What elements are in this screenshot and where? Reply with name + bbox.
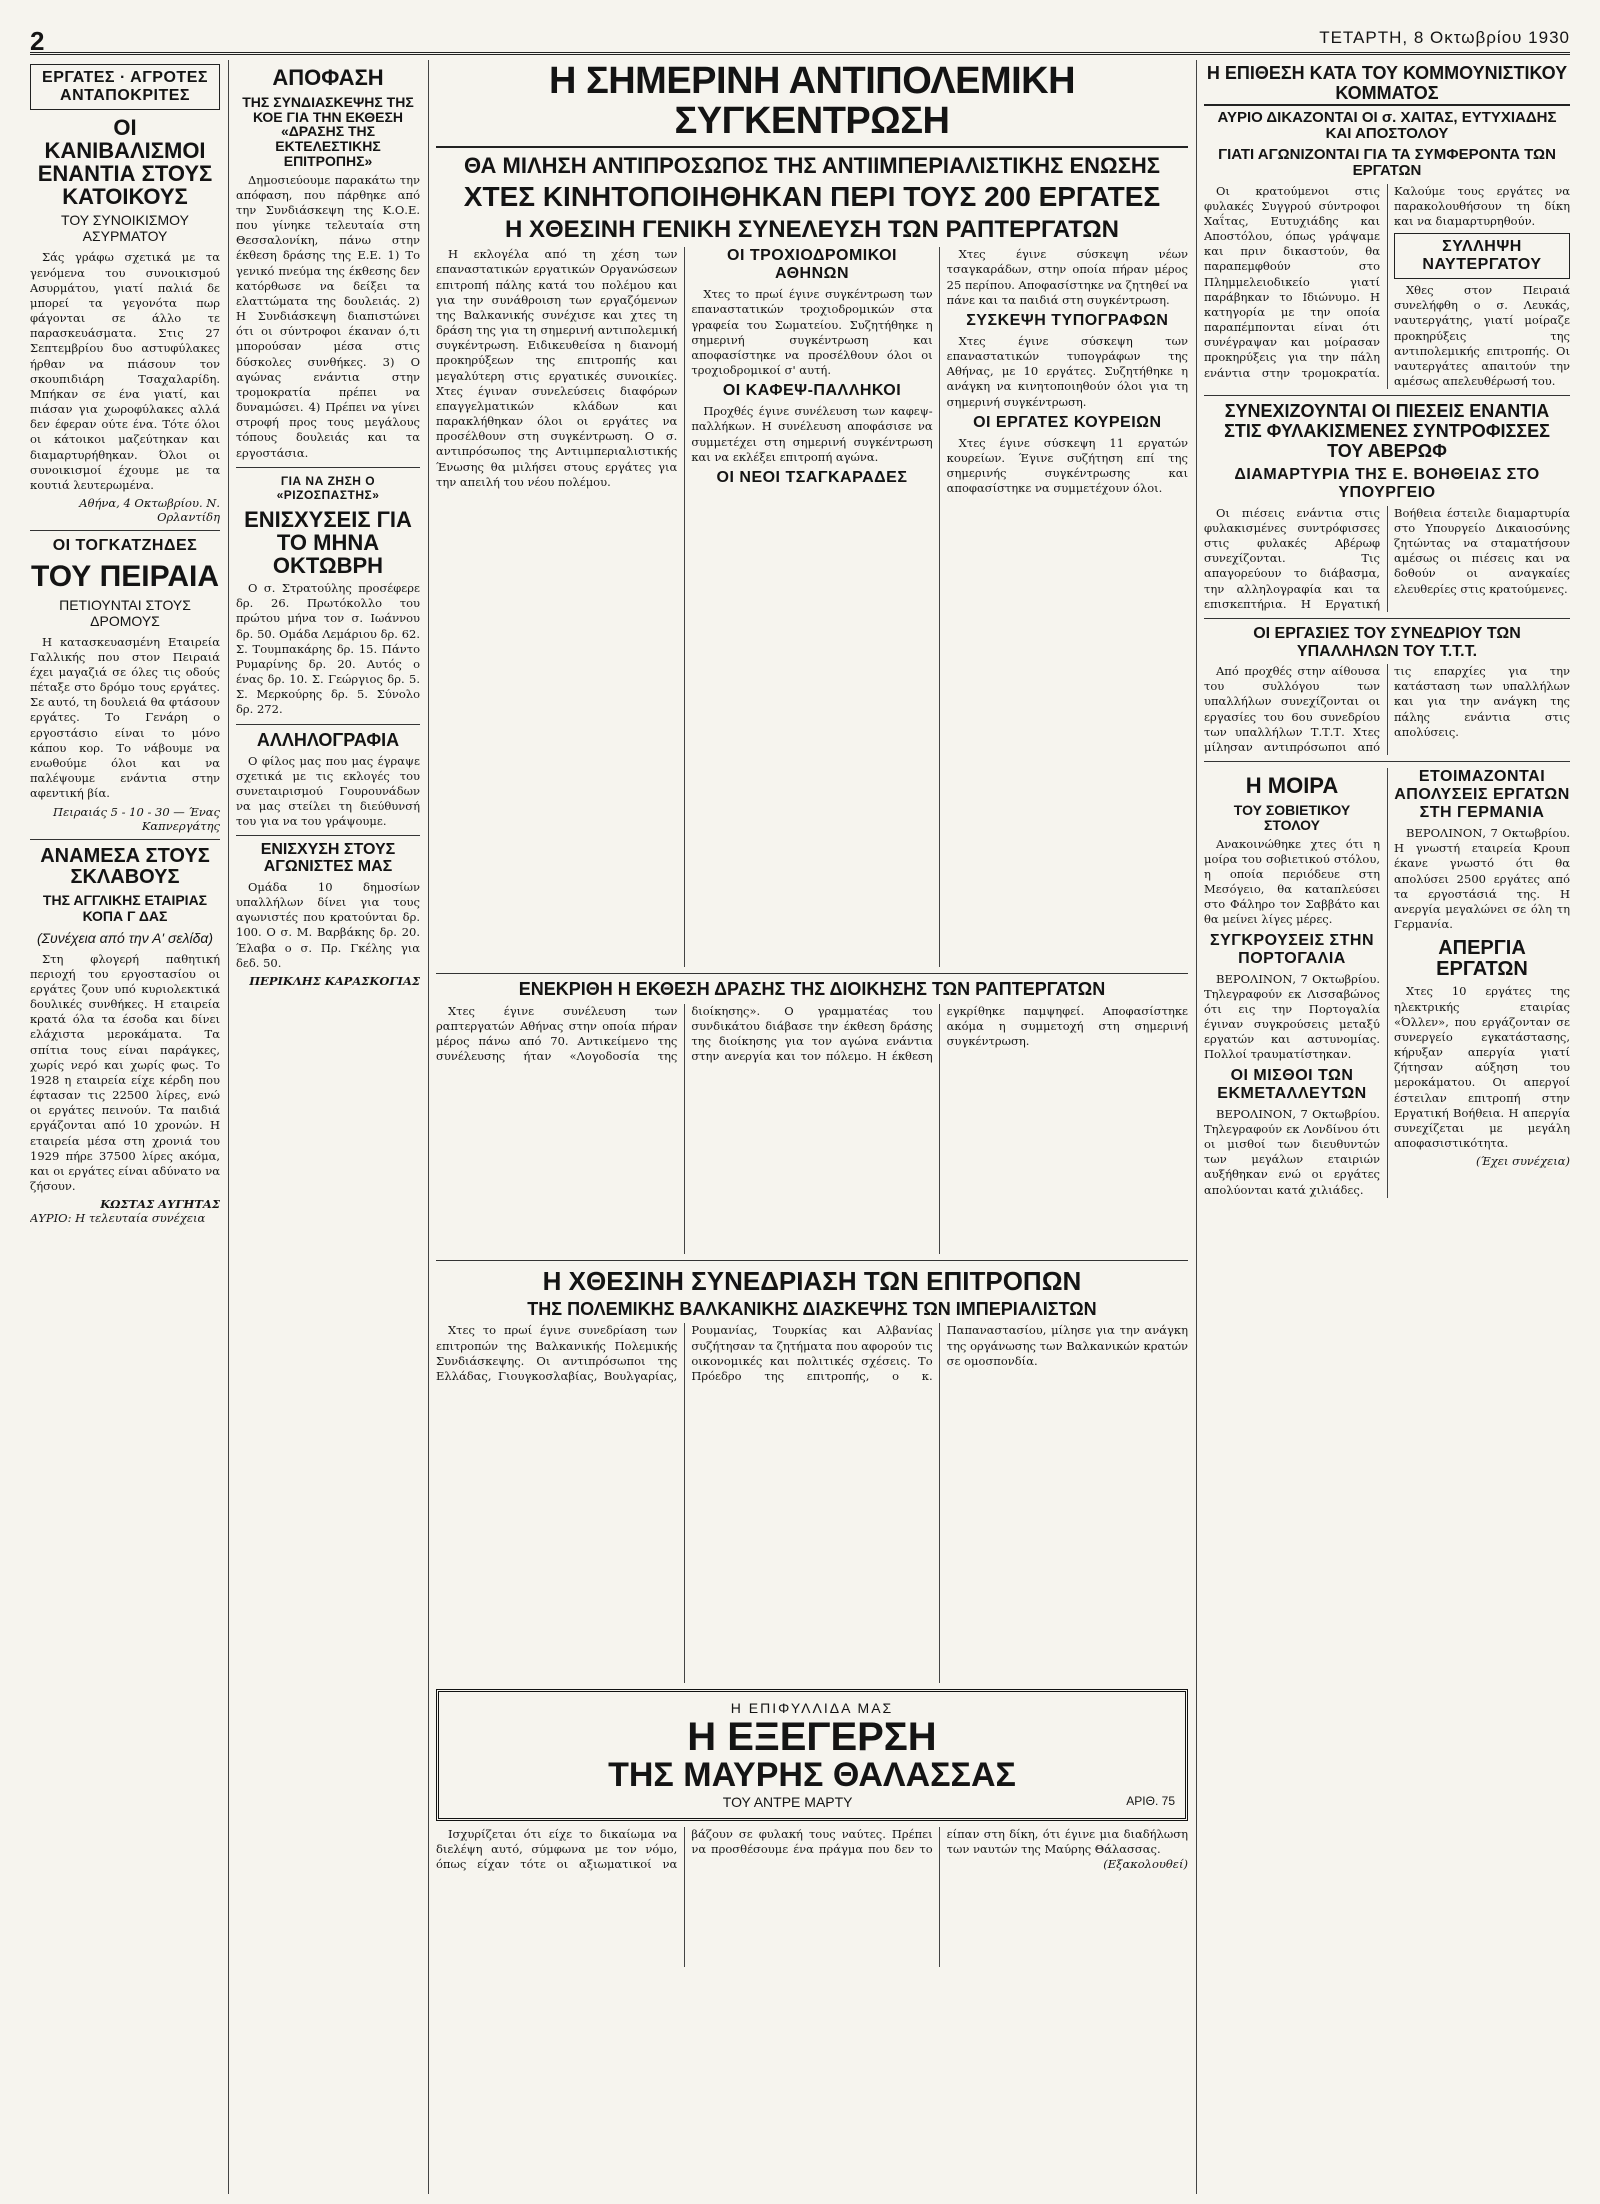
headline-fleet: Η ΜΟΙΡΑ	[1245, 773, 1339, 799]
story-support: Ομάδα 10 δημοσίων υπαλλήλων δίνει για τους αγωνιστές που κρατούνται δρ. 100. Ο σ. Μ. Βαρβάκης δρ. 20. Έλαβα ο σ. Πρ. Γκέλης για δεδ. 50.	[236, 879, 420, 970]
subhead-arrest: ΣΥΛΛΗΨΗ ΝΑΥΤΕΡΓΑΤΟΥ	[1394, 233, 1570, 279]
story-arrest: Χθες στον Πειραιά συνελήφθη ο σ. Λευκάς, ναυτεργάτης, γιατί μοίραζε προκηρύξεις της αντιπολεμικής επιτροπής. Οι ναυτεργάτες απαιτούν την αμέσως απελευθέρωσή του.	[1394, 283, 1570, 389]
headline-decision: ΑΠΟΦΑΣΗ	[272, 65, 384, 90]
subhead-trial-why: ΓΙΑΤΙ ΑΓΩΝΙΖΟΝΤΑΙ ΓΙΑ ΤΑ ΣΥΜΦΕΡΟΝΤΑ ΤΩΝ ΕΡΓΑΤΩΝ	[1218, 145, 1556, 180]
story-typographers: Χτες έγινε σύσκεψη των επαναστατικών τυπογράφων της Αθήνας, με 10 εργάτες. Συζητήθηκε η ανάγκη να κινητοποιηθούν όλοι για τη σημερινή συγκέντρωση.	[946, 333, 1188, 409]
averof-article	[1204, 506, 1570, 612]
subhead-speaker: ΘΑ ΜΙΛΗΣΗ ΑΝΤΙΠΡΟΣΩΠΟΣ ΤΗΣ ΑΝΤΙΙΜΠΕΡΙΑΛΙΣΤΙΚΗΣ ΕΝΩΣΗΣ	[463, 152, 1160, 178]
headline-piraeus: ΤΟΥ ΠΕΙΡΑΙΑ	[30, 560, 220, 594]
main-banner: Η ΣΗΜΕΡΙΝΗ ΑΝΤΙΠΟΛΕΜΙΚΗ ΣΥΓΚΕΝΤΡΩΣΗ	[436, 62, 1188, 148]
story-decision: Δημοσιεύουμε παρακάτω την απόφαση, που πάρθηκε από την Συνδιάσκεψη της Κ.Ο.Ε. που γίνηκε τελευταία στη Θεσσαλονίκη, πάνω στην έκθεση δράσης της Ε.Ε. 1) Το γενικό πνεύμα της έκθεσης δεν κατόρθωσε να δείξει τα ελαττώματα της δουλειάς. 2) Η Συνδιάσκεψη διαπιστώνει ότι οι σύντροφοι έκαναν ό,τι μπορούσαν μέσα στις δύσκολες συνθήκες. 3) Ο αγώνας ενάντια στην τρομοκρατία πρέπει να δυναμώσει. 4) Πρέπει να γίνει στροφή προς τους μεγάλους τόπους δουλειάς και τα εργοστάσια.	[236, 172, 420, 460]
headline-correspondence: ΑΛΛΗΛΟΓΡΑΦΙΑ	[256, 729, 400, 750]
headline-committees: Η ΧΘΕΣΙΝΗ ΣΥΝΕΔΡΙΑΣΗ ΤΩΝ ΕΠΙΤΡΟΠΩΝ	[542, 1265, 1082, 1296]
headline-averof: ΣΥΝΕΧΙΖΟΥΝΤΑΙ ΟΙ ΠΙΕΣΕΙΣ ΕΝΑΝΤΙΑ ΣΤΙΣ ΦΥΛΑΚΙΣΜΕΝΕΣ ΣΥΝΤΡΟΦΙΣΣΕΣ ΤΟΥ ΑΒΕΡΩΦ	[1224, 401, 1550, 461]
deck-company: ΤΗΣ ΑΓΓΛΙΚΗΣ ΕΤΑΙΡΙΑΣ ΚΟΠΑ Γ ΔΑΣ	[42, 891, 208, 924]
column-2	[236, 60, 420, 2194]
serial-continues: (Εξακολουθεί)	[1103, 1857, 1188, 1872]
footer-name: ΠΕΡΙΚΛΗΣ ΚΑΡΑΣΚΟΓΙΑΣ	[249, 974, 420, 988]
serial-label: Η ΕΠΙΦΥΛΛΙΔΑ ΜΑΣ	[730, 1700, 894, 1717]
story-averof: Οι πιέσεις ενάντια στις φυλακισμένες συντρόφισσες στις φυλακές Αβέρωφ συνεχίζονται. Τις απαγορεύουν το διάβασμα, την αλληλογραφία και τα επισκεπτήρια. Η Εργατική Βοήθεια έστειλε διαμαρτυρία στο Υπουργείο Δικαιοσύνης ζητώντας να σταματήσουν αμέσως οι πιέσεις και να δοθούν οι αναγκαίες ελευθερίες στις κρατούμενες.	[1204, 505, 1570, 611]
page-number: 2	[30, 26, 45, 56]
subhead-assembly: Η ΧΘΕΣΙΝΗ ΓΕΝΙΚΗ ΣΥΝΕΛΕΥΣΗ ΤΩΝ ΡΑΠΤΕΡΓΑΤΩΝ	[504, 215, 1119, 243]
subhead-tram: ΟΙ ΤΡΟΧΙΟΔΡΟΜΙΚΟΙ ΑΘΗΝΩΝ	[727, 247, 897, 283]
deck-piraeus: ΠΕΤΙΟΥΝΤΑΙ ΣΤΟΥΣ ΔΡΟΜΟΥΣ	[59, 596, 191, 629]
right-block	[1204, 60, 1570, 2194]
story-slaves: Στη φλογερή παθητική περιοχή του εργοστασίου οι εργάτες ζουν υπό κυριολεκτικά δουλικές συνθήκες. Η εταιρεία κρατά όλα τα έσοδα και δίνει ελάχιστα μεροκάματα. Τα σπίτια τους είναι παράγκες, χωρίς νερό και χωρίς φως. Το 1928 η εταιρεία είχε κέρδη που έφτασαν τις 22500 λίρες, ενώ οι εργάτες πεινούν. Τα παιδιά εργάζονται από 10 χρονών. Η εταιρεία μέσα στη χρονιά του 1929 πήρε 37500 λίρες ακόμα, και οι εργάτες είναι αδύνατο να ζήσουν.	[30, 951, 220, 1194]
story-trial: Οι κρατούμενοι στις φυλακές Συγγρού σύντροφοι Χαΐτας, Ευτυχιάδης και Αποστόλου, όπως γράψαμε και πριν δικαστούν, θα παραπεμφθούν στο Πλημμελειοδικείο γιατί παράβηκαν το Ιδιώνυμο. Η κατηγορία με την οποία παραπέμπονται είναι ότι συνέγραψαν και μοίρασαν προκηρύξεις για την πάλη ενάντια στην τρομοκρατία. Καλούμε τους εργάτες να παρακολουθήσουν τη δίκη και να διαμαρτυρηθούν.	[1204, 183, 1570, 380]
column-1	[30, 60, 220, 2194]
headline-germany: ΕΤΟΙΜΑΖΟΝΤΑΙ ΑΠΟΛΥΣΕΙΣ ΕΡΓΑΤΩΝ ΣΤΗ ΓΕΡΜΑΝΙΑ	[1394, 768, 1570, 822]
kicker-togkatzides: ΟΙ ΤΟΓΚΑΤΖΗΔΕΣ	[52, 537, 198, 555]
committees-article	[436, 1323, 1188, 1683]
story-barbers: Χτες έγινε σύσκεψη 11 εργατών κουρείων. Έγινε συζήτηση επί της σημερινής συγκέντρωσης και αποφασίστηκε να συμμετέχουν όλοι.	[946, 435, 1188, 496]
issue-date: ΤΕΤΑΡΤΗ, 8 Οκτωβρίου 1930	[1319, 28, 1570, 47]
headline-support: ΕΝΙΣΧΥΣΗ ΣΤΟΥΣ ΑΓΩΝΙΣΤΕΣ ΜΑΣ	[260, 841, 396, 876]
subhead-typographers: ΣΥΣΚΕΨΗ ΤΥΠΟΓΡΑΦΩΝ	[966, 311, 1169, 329]
subhead-cafe: ΟΙ ΚΑΦΕΨ-ΠΑΛΛΗΚΟΙ	[722, 382, 902, 400]
tailors-article	[436, 1004, 1188, 1254]
masthead	[30, 28, 1570, 55]
story-asyrmatou: Σάς γράφω σχετικά με τα γενόμενα του συνοικισμού Ασυρμάτου, γιατί παλιά δε μπορεί τα γεγονότα πωρ φάγονται σε άλλο τε παρασκευάσματα. Στις 27 Σεπτεμβρίου δυο αστυφύλακες ήρθαν να πιάσουν τον σκουπιδιάρη Τσαχαλαρίδη. Μπήκαν σε ένα γιατί, και πιάσαν για χωροφύλακες αλλά δεν έφεραν ούτε ένα. Τότε όλοι οι κάτοικοι μαζεύτηκαν και διαμαρτυρήθηκαν. Όλοι οι συνοικισμοί έχουμε με τα κουτιά λευτερωμένα.	[30, 250, 220, 492]
story-correspondence: Ο φίλος μας που μας έγραψε σχετικά με τις εκλογές του συνεταιρισμού Γουρουνάδων να μας στείλει τη διεύθυνσή του για να του γράψουμε.	[236, 753, 420, 829]
headline-strike: ΑΠΕΡΓΙΑ ΕΡΓΑΤΩΝ	[1436, 937, 1528, 981]
subhead-shoemakers: ΟΙ ΝΕΟΙ ΤΣΑΓΚΑΡΑΔΕΣ	[716, 468, 908, 486]
story-fleet: Ανακοινώθηκε χτες ότι η μοίρα του σοβιετικού στόλου, η οποία περιόδευε στη Μεσόγειο, θα καταπλεύσει στο Φάληρο τον Σαββάτο και θα μείνει λίγες μέρες.	[1204, 836, 1380, 927]
deck-asyrmatou: ΤΟΥ ΣΥΝΟΙΚΙΣΜΟΥ ΑΣΥΡΜΑΤΟΥ	[61, 212, 189, 245]
story-donations: Ο σ. Στρατούλης προσέφερε δρ. 26. Πρωτόκολλο του πρώτου μήνα τον σ. Ιωάννου δρ. 50. Ομάδα Λεμάριου δρ. 62. Σ. Τουμπακάρης δρ. 15. Πάντο Ρυμαρίνης δρ. 20. Αυτός ο ένας δρ. 10. Σ. Γεώργιος δρ. 5. Σ. Μερκούρης δρ. 5. Σύνολο δρ. 272.	[236, 581, 420, 717]
strike-continues: (Έχει συνέχεια)	[1475, 1154, 1570, 1169]
story-salaries: ΒΕΡΟΛΙΝΟΝ, 7 Οκτωβρίου. Τηλεγραφούν εκ Λονδίνου ότι οι μισθοί των διευθυντών των μεγάλων εταιριών αυξήθηκαν ενώ οι εργάτες απολύονται κατά χιλιάδες.	[1204, 1106, 1380, 1197]
story-portugal: ΒΕΡΟΛΙΝΟΝ, 7 Οκτωβρίου. Τηλεγραφούν εκ Λισσαβώνος ότι εις την Πορτογαλία έγιναν συγκρούσεις μεταξύ εργατών και αστυνομίας. Πολλοί τραυματίστηκαν.	[1204, 971, 1380, 1062]
headline-cannibalism: ΟΙ ΚΑΝΙΒΑΛΙΣΜΟΙ ΕΝΑΝΤΙΑ ΣΤΟΥΣ ΚΑΤΟΙΚΟΥΣ	[37, 115, 213, 210]
subhead-decision: ΤΗΣ ΣΥΝΔΙΑΣΚΕΨΗΣ ΤΗΣ ΚΟΕ ΓΙΑ ΤΗΝ ΕΚΘΕΣΗ «ΔΡΑΣΗΣ ΤΗΣ ΕΚΤΕΛΕΣΤΙΚΗΣ ΕΠΙΤΡΟΠΗΣ»	[242, 94, 414, 169]
serial-issue: ΑΡΙΘ. 75	[1126, 1794, 1175, 1809]
story-tailors: Χτες έγινε συνέλευση των ραπτεργατών Αθήνας στην οποία πήραν μέρος πάνω από 70. Αντικείμενο της συνέλευσης ήταν «Λογοδοσία της διοίκησης». Ο γραμματέας του συνδικάτου διάβασε την έκθεση δράσης της διοίκησης για τον αγώνα ενάντια στην ανεργία και τον πόλεμο. Η έκθεση εγκρίθηκε παμψηφεί. Αποφασίστηκε ακόμα η συμμετοχή στη σημερινή συγκέντρωση.	[436, 1003, 1188, 1064]
story-serial: Ισχυρίζεται ότι είχε το δικαίωμα να διελέψη αυτό, σύμφωνα με τον νόμο, όπως είχαν τότε οι αξιωματικοί να βάζουν σε φυλακή τους ναύτες. Πρέπει να προσθέσουμε ένα πράγμα που δεν το είπαν στη δίκη, ότι έγινε μια διαδήλωση των ναυτών της Μαύρης Θάλασσας.	[436, 1827, 1188, 1872]
foreign-news	[1204, 768, 1570, 1198]
kicker-rizospastis: ΓΙΑ ΝΑ ΖΗΣΗ Ο «ΡΙΖΟΣΠΑΣΤΗΣ»	[276, 473, 380, 502]
footer-continuation: ΑΥΡΙΟ: Η τελευταία συνέχεια	[30, 1211, 206, 1226]
serial-box	[436, 1689, 1188, 1821]
trial-article	[1204, 184, 1570, 390]
story-shoemakers: Χτες έγινε σύσκεψη νέων τσαγκαράδων, στην οποία πήραν μέρος 25 περίπου. Αποφασίστηκε να ζητηθεί να πάνε και τα παιδιά στη συγκέντρωση.	[946, 247, 1188, 307]
signature-3: ΚΩΣΤΑΣ ΑΥΓΗΤΑΣ	[100, 1197, 220, 1212]
continuation-note: (Συνέχεια από την Α' σελίδα)	[36, 929, 214, 946]
signature-2: Πειραιάς 5 - 10 - 30 — Ένας Καπνεργάτης	[53, 804, 220, 833]
subhead-averof: ΔΙΑΜΑΡΤΥΡΙΑ ΤΗΣ Ε. ΒΟΗΘΕΙΑΣ ΣΤΟ ΥΠΟΥΡΓΕΙΟ	[1234, 465, 1540, 501]
headline-attack: Η ΕΠΙΘΕΣΗ ΚΑΤΑ ΤΟΥ ΚΟΜΜΟΥΝΙΣΤΙΚΟΥ ΚΟΜΜΑΤΟΣ	[1204, 64, 1570, 106]
serial-title-1: Η ΕΞΕΓΕΡΣΗ	[687, 1715, 937, 1760]
serial-title-2: ΤΗΣ ΜΑΥΡΗΣ ΘΑΛΑΣΣΑΣ	[608, 1756, 1016, 1795]
story-germany: ΒΕΡΟΛΙΝΟΝ, 7 Οκτωβρίου. Η γνωστή εταιρεία Κρουπ έκανε γνωστό ότι θα απολύσει 2500 εργάτες από τα εργοστάσιά της. Η ανεργία μεγαλώνει σε όλη τη Γερμανία.	[1394, 826, 1570, 932]
headline-ttt: ΟΙ ΕΡΓΑΣΙΕΣ ΤΟΥ ΣΥΝΕΔΡΙΟΥ ΤΩΝ ΥΠΑΛΛΗΛΩΝ ΤΟΥ Τ.Τ.Τ.	[1253, 624, 1521, 660]
section-kicker: ΕΡΓΑΤΕΣ · ΑΓΡΟΤΕΣ ΑΝΤΑΠΟΚΡΙΤΕΣ	[30, 64, 220, 110]
story-piraeus: Η κατασκευασμένη Εταιρεία Γαλλικής που στον Πειραιά έχει μαγαζιά σε όλες τις οδούς πέταξε στο δρόμο τους εργάτες. Σε αυτό, τη δουλειά θα φτάσουν εργάτες. Το Γενάρη ο εργοστάσιο είναι το μόνο κάπου κορ. Το νάβουμε να ενωθούμε όλοι και να παλέψουμε ενάντια στην αφεντική βία.	[30, 634, 220, 801]
subhead-trial: ΑΥΡΙΟ ΔΙΚΑΖΟΝΤΑΙ ΟΙ σ. ΧΑΙΤΑΣ, ΕΥΤΥΧΙΑΔΗΣ ΚΑΙ ΑΠΟΣΤΟΛΟΥ	[1217, 108, 1557, 143]
signature-1: Αθήνα, 4 Οκτωβρίου. Ν. Ορλαντίδη	[79, 496, 220, 525]
center-block	[436, 60, 1188, 2194]
headline-salaries: ΟΙ ΜΙΣΘΟΙ ΤΩΝ ΕΚΜΕΤΑΛΛΕΥΤΩΝ	[1217, 1066, 1367, 1102]
center-articles	[436, 247, 1188, 967]
serial-article	[436, 1827, 1188, 1967]
headline-slaves: ΑΝΑΜΕΣΑ ΣΤΟΥΣ ΣΚΛΑΒΟΥΣ	[40, 844, 210, 888]
story-strike: Χτες 10 εργάτες της ηλεκτρικής εταιρίας «Όλλεν», που εργάζονταν σε συνεργείο εγκατάστασης, κήρυξαν απεργία γιατί ζήτησαν αύξηση του μεροκάματου. Οι απεργοί έστειλαν επιτροπή στην Εργατική Βοήθεια. Η απεργία συνεχίζεται με μεγάλη αποφασιστικότητα.	[1394, 984, 1570, 1151]
story-cafe: Προχθές έγινε συνέλευση των καφεψ-παλλήκων. Η συνέλευση αποφάσισε να συμμετέχει στη σημερινή συγκέντρωση και να εκλέξει επιτροπή αγώνα.	[691, 404, 933, 464]
subhead-tailors: ΕΝΕΚΡΙΘΗ Η ΕΚΘΕΣΗ ΔΡΑΣΗΣ ΤΗΣ ΔΙΟΙΚΗΣΗΣ ΤΩΝ ΡΑΠΤΕΡΓΑΤΩΝ	[518, 979, 1106, 1000]
ttt-article	[1204, 664, 1570, 755]
subhead-fleet: ΤΟΥ ΣΟΒΙΕΤΙΚΟΥ ΣΤΟΛΟΥ	[1233, 802, 1351, 833]
subhead-barbers: ΟΙ ΕΡΓΑΤΕΣ ΚΟΥΡΕΙΩΝ	[973, 413, 1162, 431]
story-ttt: Από προχθές στην αίθουσα του συλλόγου των υπαλλήλων συνεχίζονται οι εργασίες του 6ου συνεδρίου των υπαλλήλων Τ.Τ.Τ. Χτες μίλησαν αντιπρόσωποι από τις επαρχίες για την κατάσταση των υπαλλήλων και για την ανάγκη της πάλης ενάντια στις απολύσεις.	[1204, 664, 1570, 754]
story-tram: Χτες το πρωί έγινε συγκέντρωση των επαναστατικών τροχιοδρομικών στα γραφεία του Σωματείου. Συζητήθηκε η σημερινή συγκέντρωση και αποφασίστηκε να προσέλθουν όλοι οι τροχιοδρομικοί σ' αυτή.	[691, 287, 933, 378]
serial-author: ΤΟΥ ΑΝΤΡΕ ΜΑΡΤΥ	[722, 1794, 853, 1811]
subhead-committees: ΤΗΣ ΠΟΛΕΜΙΚΗΣ ΒΑΛΚΑΝΙΚΗΣ ΔΙΑΣΚΕΨΗΣ ΤΩΝ ΙΜΠΕΡΙΑΛΙΣΤΩΝ	[527, 1298, 1097, 1319]
subhead-mobilized: ΧΤΕΣ ΚΙΝΗΤΟΠΟΙΗΘΗΚΑΝ ΠΕΡΙ ΤΟΥΣ 200 ΕΡΓΑΤΕΣ	[463, 180, 1161, 212]
headline-portugal: ΣΥΓΚΡΟΥΣΕΙΣ ΣΤΗΝ ΠΟΡΤΟΓΑΛΙΑ	[1209, 931, 1375, 967]
story-committees: Χτες το πρωί έγινε συνεδρίαση των επιτροπών της Βαλκανικής Πολεμικής Συνδιάσκεψης. Οι αντιπρόσωποι της Ελλάδας, Γιουγκοσλαβίας, Βουλγαρίας, Ρουμανίας, Τουρκίας και Αλβανίας συζήτησαν τα ζητήματα που αφορούν τις οικονομικές και πολιτικές σχέσεις. Το Πρόεδρο της επιτροπής, ο κ. Παπαναστασίου, μίλησε για την ανάγκη της οργάνωσης των Βαλκανικών κρατών σε ομοσπονδία.	[436, 1323, 1188, 1383]
story-mobilization: Η εκλογέλα από τη χέση των επαναστατικών εργατικών Οργανώσεων επιτροπή πάλης κατά του πολέμου και για την συνάθροιση των εργαζόμενων της Βαλκανικής συνέχισε και χτες τη δράση της για τη σημερινή αντιπολεμική συγκέντρωση. Ειδικευθείσα η διανομή προκηρύξεων της επιτροπής και μεγαλύτερη στις εργατικές συνοικίες. Χτες έγιναν συνελεύσεις διαφόρων επαγγελματικών κλάδων και παρακλήθηκαν όλοι οι εργάτες να προσέλθουν στη συγκέντρωση. Ο σ. αντιπρόσωπος της Αντιιμπεριαλιστικής Ένωσης θα μιλήσει στους εργάτες για την απειλή του νέου πολέμου.	[436, 247, 678, 489]
headline-donations: ΕΝΙΣΧΥΣΕΙΣ ΓΙΑ ΤΟ ΜΗΝΑ ΟΚΤΩΒΡΗ	[244, 506, 412, 578]
